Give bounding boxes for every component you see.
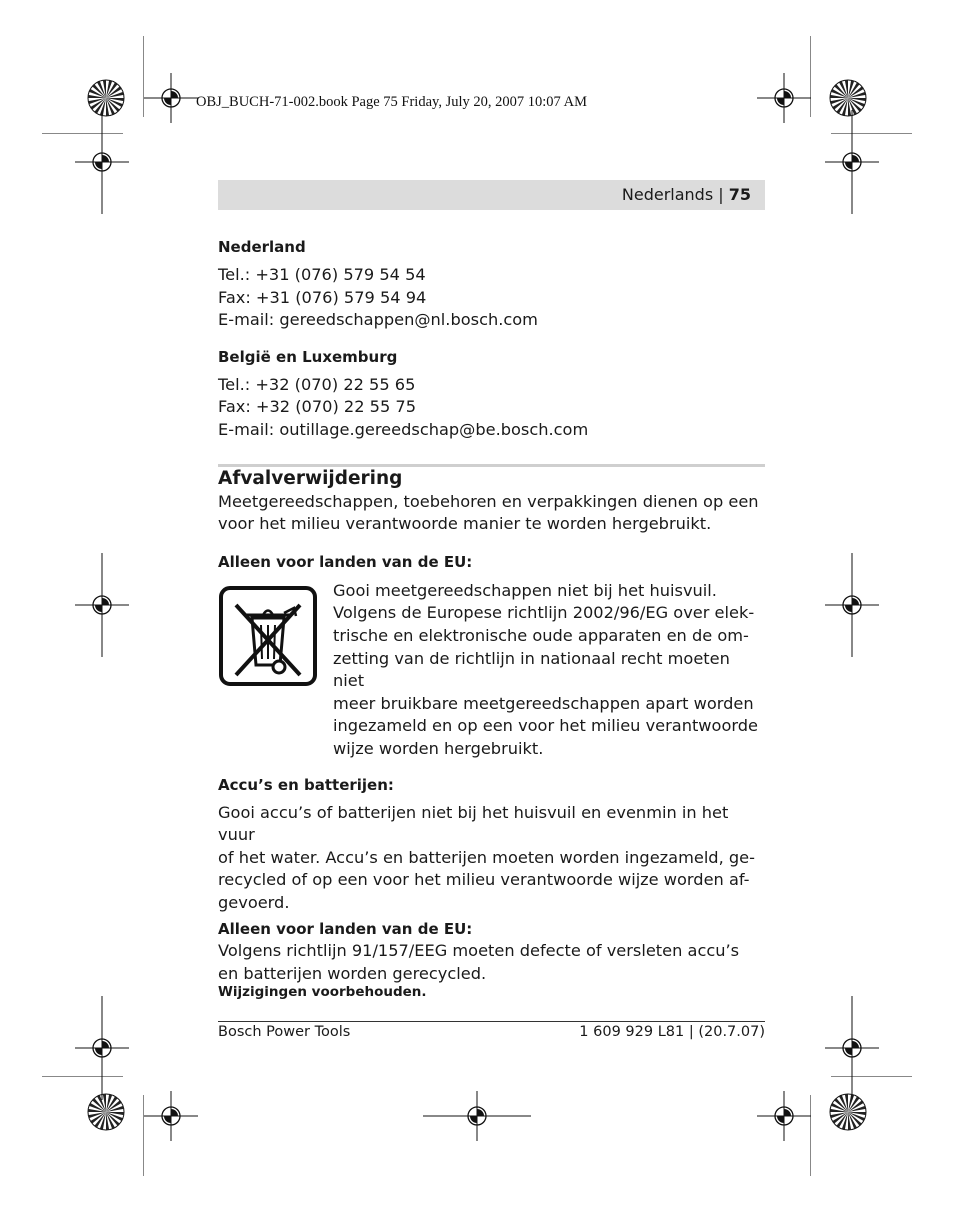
contact-tel: Tel.: +31 (076) 579 54 54 — [218, 265, 426, 284]
text-line: Gooi accu’s of batterijen niet bij het huisvuil en evenmin in het vuur — [218, 802, 729, 845]
battery-text — [218, 802, 765, 915]
header-text — [622, 185, 751, 204]
contact-country: Nederland — [218, 238, 306, 256]
contact-tel: Tel.: +32 (070) 22 55 65 — [218, 374, 416, 394]
registration-mark-icon — [423, 1091, 531, 1141]
text-line: Volgens richtlijn 91/157/EEG moeten defecte of versleten accu’s — [218, 941, 740, 961]
text-line: recycled of op een voor het milieu verantwoorde wijze worden af- — [218, 870, 750, 890]
battery-eu-text — [218, 940, 765, 985]
battery-heading: Accu’s en batterijen: — [218, 775, 394, 794]
text-line: meer bruikbare meetgereedschappen apart worden — [333, 693, 754, 713]
section-title: Afvalverwijdering — [218, 467, 403, 489]
changes-note: Wijzigingen voorbehouden. — [218, 984, 427, 1000]
print-slug: OBJ_BUCH-71-002.book Page 75 Friday, July 20, 2007 10:07 AM — [196, 94, 587, 110]
eu-heading: Alleen voor landen van de EU: — [218, 552, 473, 571]
contact-fax: Fax: +32 (070) 22 55 75 — [218, 397, 416, 417]
registration-mark-icon — [757, 1091, 811, 1141]
contact-email: E-mail: gereedschappen@nl.bosch.com — [218, 310, 538, 330]
text-line: Gooi meetgereedschappen niet bij het huisvuil. — [333, 580, 717, 600]
page-number: 75 — [728, 185, 751, 204]
registration-mark-icon — [144, 73, 198, 123]
weee-block — [218, 580, 765, 761]
contact-country: België en Luxemburg — [218, 347, 398, 366]
page-header — [218, 180, 765, 210]
text-line: ingezameld en op een voor het milieu verantwoorde — [333, 716, 758, 736]
footer-publisher: Bosch Power Tools — [218, 1024, 351, 1040]
footer-doc-number: 1 609 929 L81 | (20.7.07) — [579, 1024, 765, 1040]
contact-block-be — [218, 346, 765, 442]
registration-mark-icon — [144, 1091, 198, 1141]
text-line: trische en elektronische oude apparaten en de om- — [333, 625, 749, 645]
registration-mark-icon — [75, 553, 129, 657]
contact-fax: Fax: +31 (076) 579 54 94 — [218, 287, 427, 307]
header-separator: | — [713, 185, 729, 204]
battery-eu-heading: Alleen voor landen van de EU: — [218, 920, 473, 939]
header-language: Nederlands — [621, 185, 714, 204]
registration-mark-icon — [825, 553, 879, 657]
contact-email: E-mail: outillage.gereedschap@be.bosch.com — [218, 419, 589, 439]
contact-block-nl — [218, 236, 765, 332]
text-line: of het water. Accu’s en batterijen moeten worden ingezameld, ge- — [218, 847, 755, 867]
registration-mark-icon — [75, 110, 129, 214]
text-line: Volgens de Europese richtlijn 2002/96/EG over elek- — [333, 603, 755, 623]
registration-mark-icon — [825, 996, 879, 1100]
registration-mark-icon — [757, 73, 811, 123]
footer-rule — [218, 1021, 765, 1022]
text-line: zetting van de richtlijn in nationaal recht moeten niet — [333, 648, 730, 691]
disposal-intro: Meetgereedschappen, toebehoren en verpakkingen dienen op een voor het milieu verantwoorde manier te worden hergebruikt. — [218, 491, 759, 534]
text-line: wijze worden hergebruikt. — [333, 738, 544, 758]
text-line: en batterijen worden gerecycled. — [218, 964, 487, 984]
registration-mark-icon — [75, 996, 129, 1100]
text-line: gevoerd. — [218, 892, 290, 912]
page-content — [218, 236, 765, 986]
weee-text — [333, 580, 765, 761]
crossed-out-wheelie-bin-icon — [218, 585, 318, 687]
registration-mark-icon — [825, 110, 879, 214]
